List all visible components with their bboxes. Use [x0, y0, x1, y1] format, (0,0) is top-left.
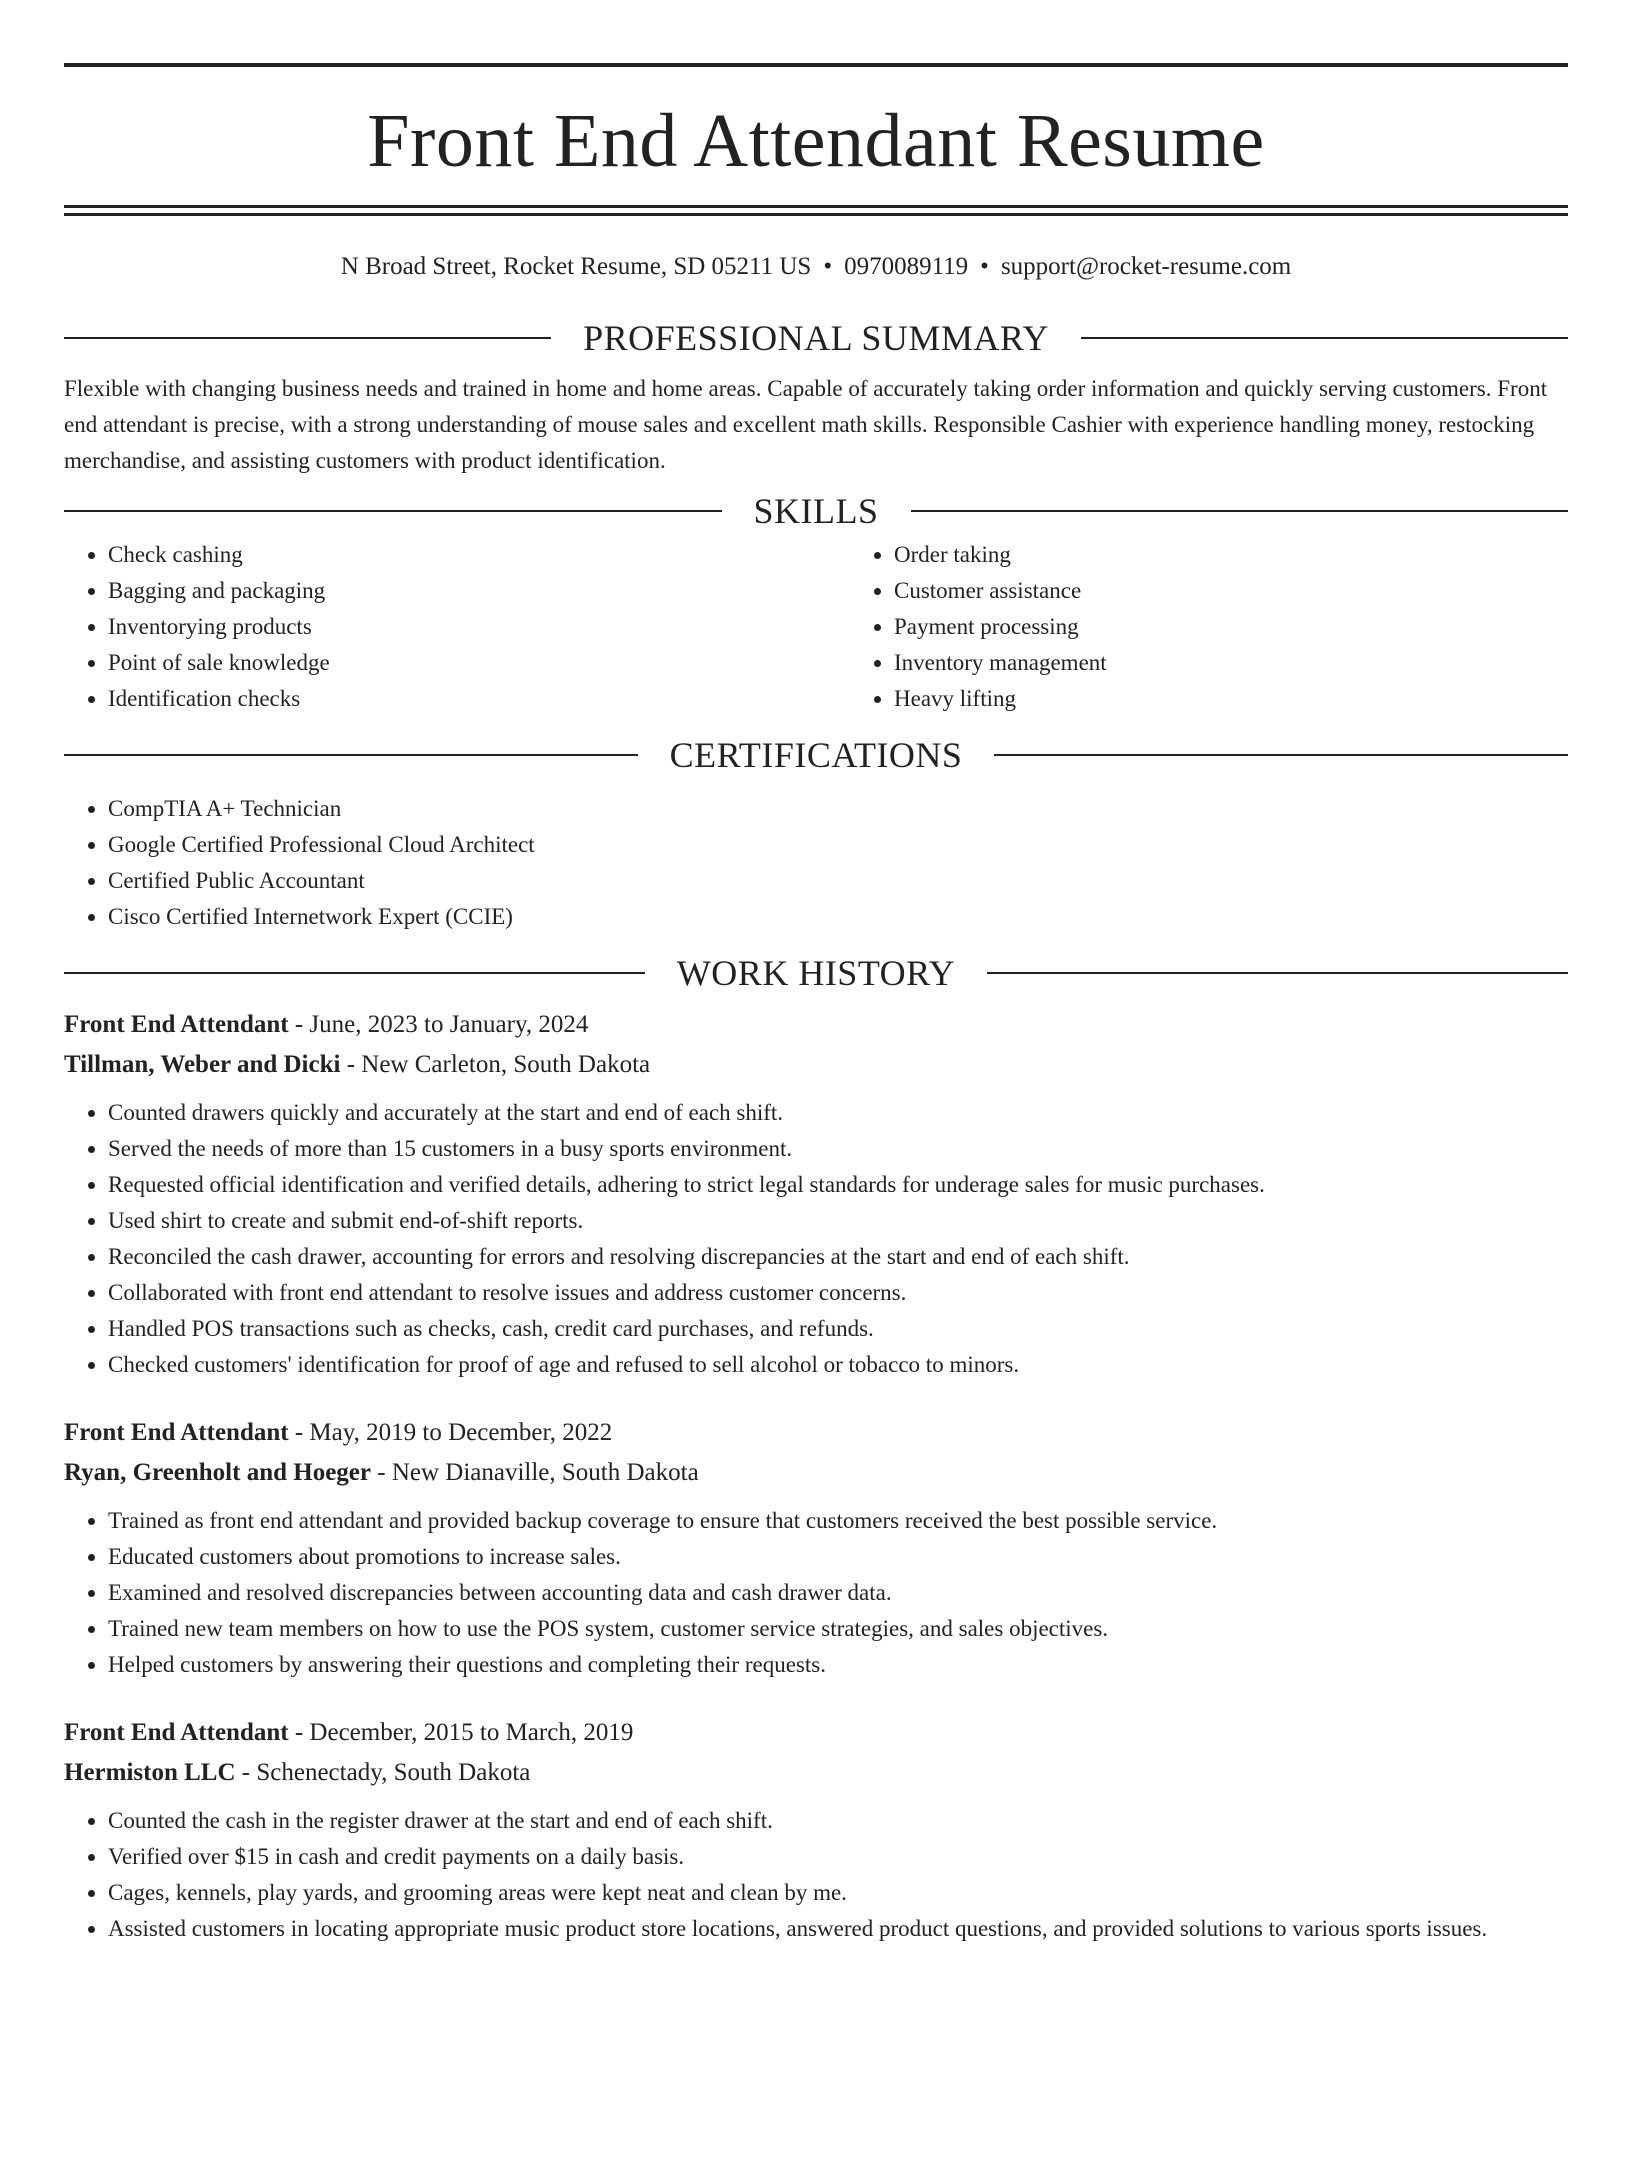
job-bullet: • Counted the cash in the register drawer at the start and end of each shift. [108, 1803, 1568, 1839]
job-bullet: • Used shirt to create and submit end-of-shift reports. [108, 1203, 1568, 1239]
resume-title: Front End Attendant Resume [367, 99, 1265, 183]
job-dates: May, 2019 to December, 2022 [309, 1419, 613, 1446]
resume-page [0, 63, 1632, 2175]
summary-heading: PROFESSIONAL SUMMARY [583, 318, 1049, 358]
section-rule [64, 972, 645, 974]
job-bullet: • Assisted customers in locating appropriate music product store locations, answered product questions, and provided solutions to various sports issues. [108, 1911, 1568, 1947]
job-dates: June, 2023 to January, 2024 [309, 1011, 589, 1038]
job-bullet: • Trained new team members on how to use the POS system, customer service strategies, and sales objectives. [108, 1611, 1568, 1647]
section-rule [64, 510, 722, 512]
job-bullet: • Counted drawers quickly and accurately at the start and end of each shift. [108, 1095, 1568, 1131]
job-location: New Carleton, South Dakota [361, 1051, 651, 1078]
job-entry [64, 1005, 1568, 1383]
job-bullet: • Trained as front end attendant and provided backup coverage to ensure that customers received the best possible service. [108, 1503, 1568, 1539]
job-entry [64, 1713, 1568, 1947]
work-section-header [64, 953, 1568, 993]
certifications-list [64, 791, 1568, 935]
top-divider [64, 63, 1568, 67]
job-bullet: • Served the needs of more than 15 customers in a busy sports environment. [108, 1131, 1568, 1167]
job-bullet: • Educated customers about promotions to increase sales. [108, 1539, 1568, 1575]
section-rule [987, 972, 1568, 974]
skills-list-left [64, 537, 850, 717]
job-company-line: Tillman, Weber and Dicki - New Carleton, South Dakota [64, 1051, 651, 1078]
job-bullets [64, 1095, 1568, 1383]
skill-item: • Payment processing [894, 609, 1568, 645]
summary-text: Flexible with changing business needs and trained in home and home areas. Capable of accurately taking order information and quickly serving customers. Front end attendant is precise, with a strong understanding of mouse sales and excellent math skills. Responsible Cashier with experience handling money, restocking merchandise, and assisting customers with product identification. [64, 376, 1548, 473]
job-dates: December, 2015 to March, 2019 [309, 1719, 634, 1746]
job-bullet: • Reconciled the cash drawer, accounting for errors and resolving discrepancies at the start and end of each shift. [108, 1239, 1568, 1275]
section-rule [1081, 337, 1568, 339]
job-company-line: Hermiston LLC - Schenectady, South Dakota [64, 1759, 531, 1786]
job-company-line: Ryan, Greenholt and Hoeger - New Dianaville, South Dakota [64, 1459, 699, 1486]
job-title: Front End Attendant [64, 1419, 289, 1446]
job-bullet: • Checked customers' identification for proof of age and refused to sell alcohol or tobacco to minors. [108, 1347, 1568, 1383]
job-bullets [64, 1803, 1568, 1947]
section-rule [994, 754, 1568, 756]
skill-item: • Bagging and packaging [108, 573, 850, 609]
job-bullet: • Requested official identification and verified details, adhering to strict legal standards for underage sales for music purchases. [108, 1167, 1568, 1203]
job-location: Schenectady, South Dakota [256, 1759, 531, 1786]
contact-phone: 0970089119 [844, 253, 969, 280]
job-bullet: • Collaborated with front end attendant to resolve issues and address customer concerns. [108, 1275, 1568, 1311]
certifications-section-header [64, 735, 1568, 775]
summary-section-header [64, 318, 1568, 358]
title-double-divider [64, 205, 1568, 216]
certification-item: • Certified Public Accountant [108, 863, 1568, 899]
section-rule [64, 754, 638, 756]
job-bullet: • Verified over $15 in cash and credit payments on a daily basis. [108, 1839, 1568, 1875]
job-location: New Dianaville, South Dakota [391, 1459, 699, 1486]
job-company: Hermiston LLC [64, 1759, 236, 1786]
skills-heading: SKILLS [753, 491, 879, 531]
skill-item: • Order taking [894, 537, 1568, 573]
job-title-line: Front End Attendant - May, 2019 to December, 2022 [64, 1419, 613, 1446]
skill-item: • Inventory management [894, 645, 1568, 681]
job-bullets [64, 1503, 1568, 1683]
contact-line [64, 250, 1568, 284]
section-rule [64, 337, 551, 339]
skill-item: • Identification checks [108, 681, 850, 717]
job-title-line: Front End Attendant - December, 2015 to March, 2019 [64, 1719, 634, 1746]
job-title: Front End Attendant [64, 1011, 289, 1038]
contact-address: N Broad Street, Rocket Resume, SD 05211 US [340, 253, 812, 280]
certifications-heading: CERTIFICATIONS [669, 735, 963, 775]
job-entry [64, 1413, 1568, 1683]
certification-item: • Cisco Certified Internetwork Expert (CCIE) [108, 899, 1568, 935]
skill-item: • Customer assistance [894, 573, 1568, 609]
job-bullet: • Handled POS transactions such as checks, cash, credit card purchases, and refunds. [108, 1311, 1568, 1347]
job-title-line: Front End Attendant - June, 2023 to January, 2024 [64, 1011, 589, 1038]
skills-list-right [850, 537, 1568, 717]
job-bullet: • Helped customers by answering their questions and completing their requests. [108, 1647, 1568, 1683]
skill-item: • Point of sale knowledge [108, 645, 850, 681]
contact-separator: • [980, 253, 989, 280]
section-rule [911, 510, 1569, 512]
job-company: Ryan, Greenholt and Hoeger [64, 1459, 371, 1486]
skills-columns [64, 537, 1568, 717]
job-title: Front End Attendant [64, 1719, 289, 1746]
skill-item: • Check cashing [108, 537, 850, 573]
contact-email: support@rocket-resume.com [1000, 253, 1292, 280]
skill-item: • Inventorying products [108, 609, 850, 645]
skill-item: • Heavy lifting [894, 681, 1568, 717]
certification-item: • CompTIA A+ Technician [108, 791, 1568, 827]
work-heading: WORK HISTORY [676, 953, 956, 993]
certification-item: • Google Certified Professional Cloud Architect [108, 827, 1568, 863]
skills-section-header [64, 491, 1568, 531]
job-company: Tillman, Weber and Dicki [64, 1051, 341, 1078]
job-bullet: • Cages, kennels, play yards, and grooming areas were kept neat and clean by me. [108, 1875, 1568, 1911]
contact-separator: • [823, 253, 833, 280]
job-bullet: • Examined and resolved discrepancies between accounting data and cash drawer data. [108, 1575, 1568, 1611]
